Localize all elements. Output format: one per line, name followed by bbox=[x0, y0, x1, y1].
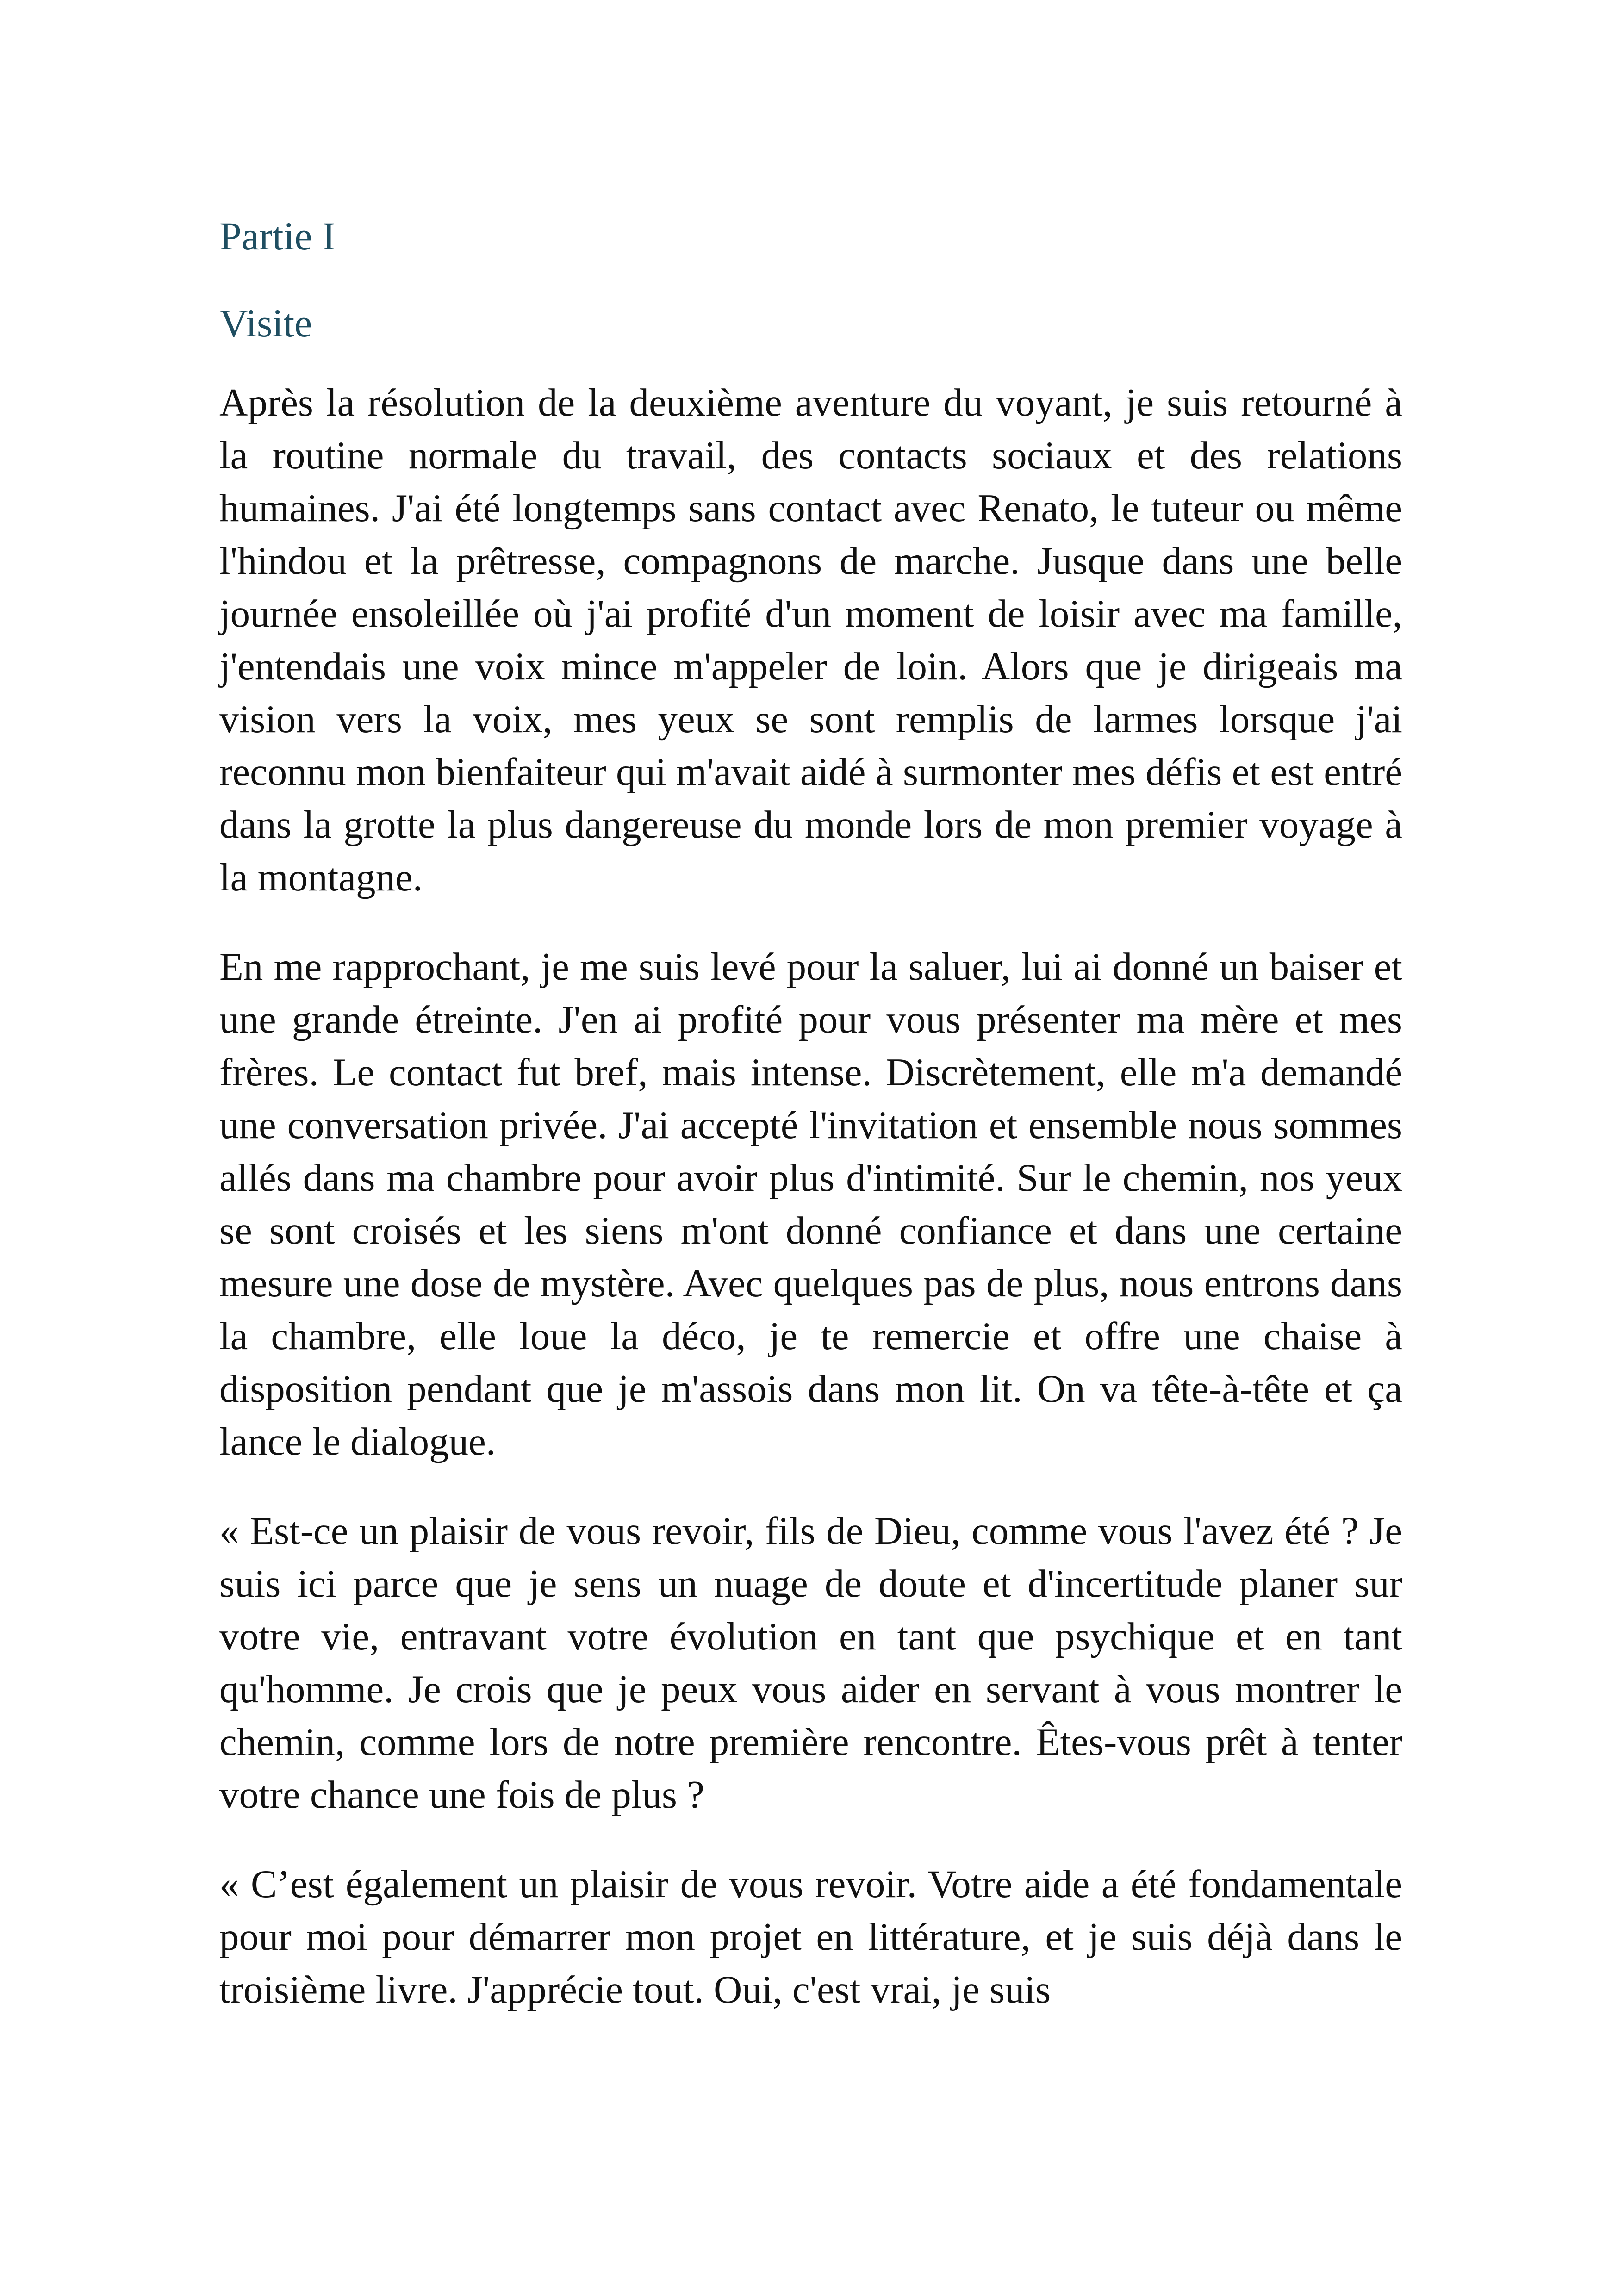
part-title: Partie I bbox=[219, 214, 336, 258]
page-content bbox=[219, 211, 1402, 2053]
chapter-title: Visite bbox=[219, 301, 312, 345]
paragraph-3: « Est-ce un plaisir de vous revoir, fils de Dieu, comme vous l'avez été ? Je suis ici parce que je sens un nuage de doute et d'incertitude planer sur votre vie, entravant votre évolution en tant que psychique et en tant qu'homme. Je crois que je peux vous aider en servant à vous montrer le chemin, comme lors de notre première rencontre. Êtes-vous prêt à tenter votre chance une fois de plus ? bbox=[219, 1509, 1402, 1817]
paragraph-1: Après la résolution de la deuxième aventure du voyant, je suis retourné à la routine normale du travail, des contacts sociaux et des relations humaines. J'ai été longtemps sans contact avec Renato, le tuteur ou même l'hindou et la prêtresse, compagnons de marche. Jusque dans une belle journée ensoleillée où j'ai profité d'un moment de loisir avec ma famille, j'entendais une voix mince m'appeler de loin. Alors que je dirigeais ma vision vers la voix, mes yeux se sont remplis de larmes lorsque j'ai reconnu mon bienfaiteur qui m'avait aidé à surmonter mes défis et est entré dans la grotte la plus dangereuse du monde lors de mon premier voyage à la montagne. bbox=[219, 381, 1402, 899]
paragraph-2: En me rapprochant, je me suis levé pour la saluer, lui ai donné un baiser et une grande étreinte. J'en ai profité pour vous présenter ma mère et mes frères. Le contact fut bref, mais intense. Discrètement, elle m'a demandé une conversation privée. J'ai accepté l'invitation et ensemble nous sommes allés dans ma chambre pour avoir plus d'intimité. Sur le chemin, nos yeux se sont croisés et les siens m'ont donné confiance et dans une certaine mesure une dose de mystère. Avec quelques pas de plus, nous entrons dans la chambre, elle loue la déco, je te remercie et offre une chaise à disposition pendant que je m'assois dans mon lit. On va tête-à-tête et ça lance le dialogue. bbox=[219, 945, 1402, 1463]
paragraph-4: « C’est également un plaisir de vous revoir. Votre aide a été fondamentale pour moi pour démarrer mon projet en littérature, et je suis déjà dans le troisième livre. J'apprécie tout. Oui, c'est vrai, je suis bbox=[219, 1862, 1402, 2011]
